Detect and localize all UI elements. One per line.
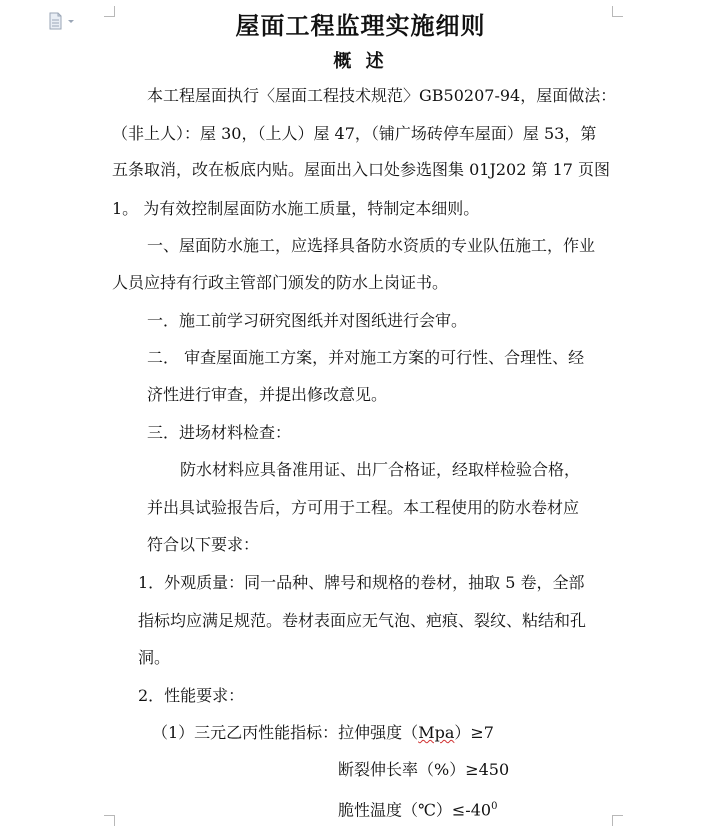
paragraph-line: 五条取消，改在板底内贴。屋面出入口处参选图集 01J202 第 17 页图 — [112, 160, 611, 179]
paragraph-line: 符合以下要求： — [147, 535, 260, 554]
document-title: 屋面工程监理实施细则 — [235, 11, 486, 40]
paragraph-line: （非上人）：屋 30，（上人）屋 47，（铺广场砖停车屋面）屋 53，第 — [112, 124, 597, 143]
spec-brittle-text: 脆性温度（℃）≤-40 — [338, 800, 492, 820]
paragraph-line: 2．性能要求： — [138, 686, 245, 705]
spec-line-tensile — [152, 722, 494, 744]
paragraph-line: 一、屋面防水施工，应选择具备防水资质的专业队伍施工，作业 — [147, 236, 596, 255]
document-subtitle: 概 述 — [333, 51, 388, 72]
paragraph-line: 济性进行审查，并提出修改意见。 — [147, 385, 388, 404]
paragraph-line: 本工程屋面执行〈屋面工程技术规范〉GB50207-94，屋面做法： — [147, 86, 617, 105]
paragraph-line: 指标均应满足规范。卷材表面应无气泡、疤痕、裂纹、粘结和孔 — [138, 611, 587, 630]
paragraph-line: 1．外观质量：同一品种、牌号和规格的卷材，抽取 5 卷，全部 — [138, 573, 585, 592]
spec-line-elongation: 断裂伸长率（%）≥450 — [338, 760, 510, 779]
spec-prefix: （1）三元乙丙性能指标：拉伸强度（ — [152, 723, 419, 742]
paragraph-line: 二． 审查屋面施工方案，并对施工方案的可行性、合理性、经 — [147, 348, 585, 367]
paragraph-line: 人员应持有行政主管部门颁发的防水上岗证书。 — [112, 273, 449, 292]
paragraph-line: 一．施工前学习研究图纸并对图纸进行会审。 — [147, 311, 468, 330]
spec-unit: Mpa — [418, 723, 455, 742]
spec-brittle-sup: 0 — [491, 801, 498, 812]
page-corner-mark — [612, 815, 623, 826]
page-corner-mark — [104, 815, 115, 826]
paragraph-line: 三．进场材料检查： — [147, 423, 292, 442]
spec-suffix: ）≥7 — [454, 723, 494, 742]
paragraph-line: 并出具试验报告后，方可用于工程。本工程使用的防水卷材应 — [147, 498, 580, 517]
paragraph-line: 防水材料应具备准用证、出厂合格证，经取样检验合格， — [180, 460, 581, 479]
paragraph-line: 洞。 — [138, 648, 171, 667]
paragraph-line: 1。 为有效控制屋面防水施工质量，特制定本细则。 — [112, 199, 480, 218]
spec-line-brittle — [338, 796, 497, 821]
